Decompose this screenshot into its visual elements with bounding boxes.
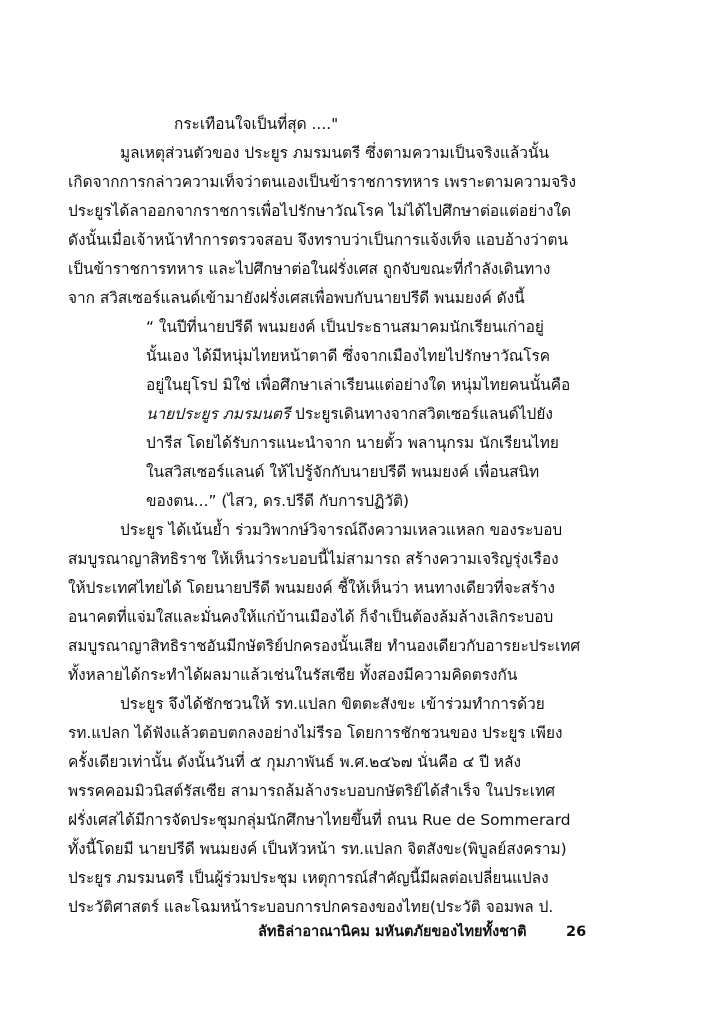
paragraph-1-line-1: มูลเหตุส่วนตัวของ ประยูร ภมรมนตรี ซึ่งตามความเป็นจริงแล้วนั้น: [120, 144, 550, 162]
paragraph-3-line-5: ฝรั่งเศสได้มีการจัดประชุมกลุ่มนักศึกษาไทยขึ้นที่ ถนน Rue de Sommerard: [68, 811, 571, 829]
paragraph-3-line-3: ครั้งเดียวเท่านั้น ดังนั้นวันที่ ๕ กุมภาพันธ์ พ.ศ.๒๔๖๗ นั่นคือ ๔ ปี หลัง: [68, 753, 521, 771]
paragraph-2-line-4: อนาคตที่แจ่มใสและมั่นคงให้แก่บ้านเมืองได้ ก็จำเป็นต้องล้มล้างเลิกระบอบ: [68, 608, 554, 626]
paragraph-2-line-2: สมบูรณาญาสิทธิราช ให้เห็นว่าระบอบนี้ไม่สามารถ สร้างความเจริญรุ่งเรือง: [68, 550, 559, 568]
paragraph-3-line-2: รท.แปลก ได้ฟังแล้วตอบตกลงอย่างไม่รีรอ โดยการชักชวนของ ประยูร เพียง: [68, 724, 563, 742]
footer-title: ลัทธิล่าอาณานิคม มหันตภัยของไทยทั้งชาติ: [258, 924, 527, 940]
paragraph-2-line-3: ให้ประเทศไทยได้ โดยนายปรีดี พนมยงค์ ชี้ให้เห็นว่า หนทางเดียวที่จะสร้าง: [68, 579, 555, 597]
paragraph-1-line-6: จาก สวิสเซอร์แลนด์เข้ามายังฝรั่งเศสเพื่อพบกับนายปรีดี พนมยงค์ ดังนี้: [68, 289, 525, 307]
paragraph-3-line-1: ประยูร จึงได้ชักชวนให้ รท.แปลก ขิตตะสังขะ เข้าร่วมทำการด้วย: [120, 695, 545, 713]
page-number: 26: [566, 924, 587, 940]
quote-line-6: ในสวิสเซอร์แลนด์ ให้ไปรู้จักกับนายปรีดี พนมยงค์ เพื่อนสนิท: [146, 463, 540, 481]
paragraph-2-line-5: สมบูรณาญาสิทธิราชอันมีกษัตริย์ปกครองนั้นเสีย ทำนองเดียวกับอารยะประเทศ: [68, 637, 581, 655]
paragraph-1-line-4: ดังนั้นเมื่อเจ้าหน้าทำการตรวจสอบ จึงทราบว่าเป็นการแจ้งเท็จ แอบอ้างว่าตน: [68, 231, 568, 249]
paragraph-2-line-6: ทั้งหลายได้กระทำได้ผลมาแล้วเช่นในรัสเซีย ทั้งสองมีความคิดตรงกัน: [68, 666, 518, 684]
quote-line-4: [146, 404, 553, 424]
quote-line-1: “ ในปีที่นายปรีดี พนมยงค์ เป็นประธานสมาคมนักเรียนเก่าอยู่: [146, 318, 544, 336]
paragraph-1-line-3: ประยูรได้ลาออกจากราชการเพื่อไปรักษาวัณโรค ไม่ได้ไปศึกษาต่อแต่อย่างใด: [68, 202, 572, 220]
paragraph-intro-end: กระเทือนใจเป็นที่สุด ....": [174, 115, 339, 133]
quote-line-4-rest: ประยูรเดินทางจากสวิตเซอร์แลนด์ไปยัง: [290, 405, 553, 423]
paragraph-3-line-4: พรรคคอมมิวนิสต์รัสเซีย สามารถล้มล้างระบอบกษัตริย์ได้สำเร็จ ในประเทศ: [68, 782, 555, 800]
paragraph-2-line-1: ประยูร ได้เน้นย้ำ ร่วมวิพากษ์วิจารณ์ถึงความเหลวแหลก ของระบอบ: [120, 521, 563, 539]
paragraph-1-line-2: เกิดจากการกล่าวความเท็จว่าตนเองเป็นข้าราชการทหาร เพราะตามความจริง: [68, 173, 577, 191]
quote-line-2: นั้นเอง ได้มีหนุ่มไทยหน้าตาดี ซึ่งจากเมืองไทยไปรักษาวัณโรค: [146, 347, 551, 365]
quote-line-3: อยู่ในยุโรป มิใช่ เพื่อศึกษาเล่าเรียนแต่อย่างใด หนุ่มไทยคนนั้นคือ: [146, 376, 571, 394]
paragraph-3-line-7: ประยูร ภมรมนตรี เป็นผู้ร่วมประชุม เหตุการณ์สำคัญนี้มีผลต่อเปลี่ยนแปลง: [68, 869, 549, 887]
paragraph-3-line-8: ประวัติศาสตร์ และโฉมหน้าระบอบการปกครองของไทย(ประวัติ จอมพล ป.: [68, 898, 554, 916]
paragraph-3-line-6: ทั้งนี้โดยมี นายปรีดี พนมยงค์ เป็นหัวหน้า รท.แปลก จิตสังขะ(พิบูลย์สงคราม): [68, 840, 567, 858]
quote-line-7: ของตน...” (ไสว, ดร.ปรีดี กับการปฏิวัติ): [146, 492, 410, 510]
paragraph-1-line-5: เป็นข้าราชการทหาร และไปศึกษาต่อในฝรั่งเศส ถูกจับขณะที่กำลังเดินทาง: [68, 260, 551, 278]
quote-name-italic: นายประยูร ภมรมนตรี: [146, 405, 291, 423]
quote-line-5: ปารีส โดยได้รับการแนะนำจาก นายตั้ว พลานุกรม นักเรียนไทย: [146, 434, 559, 452]
